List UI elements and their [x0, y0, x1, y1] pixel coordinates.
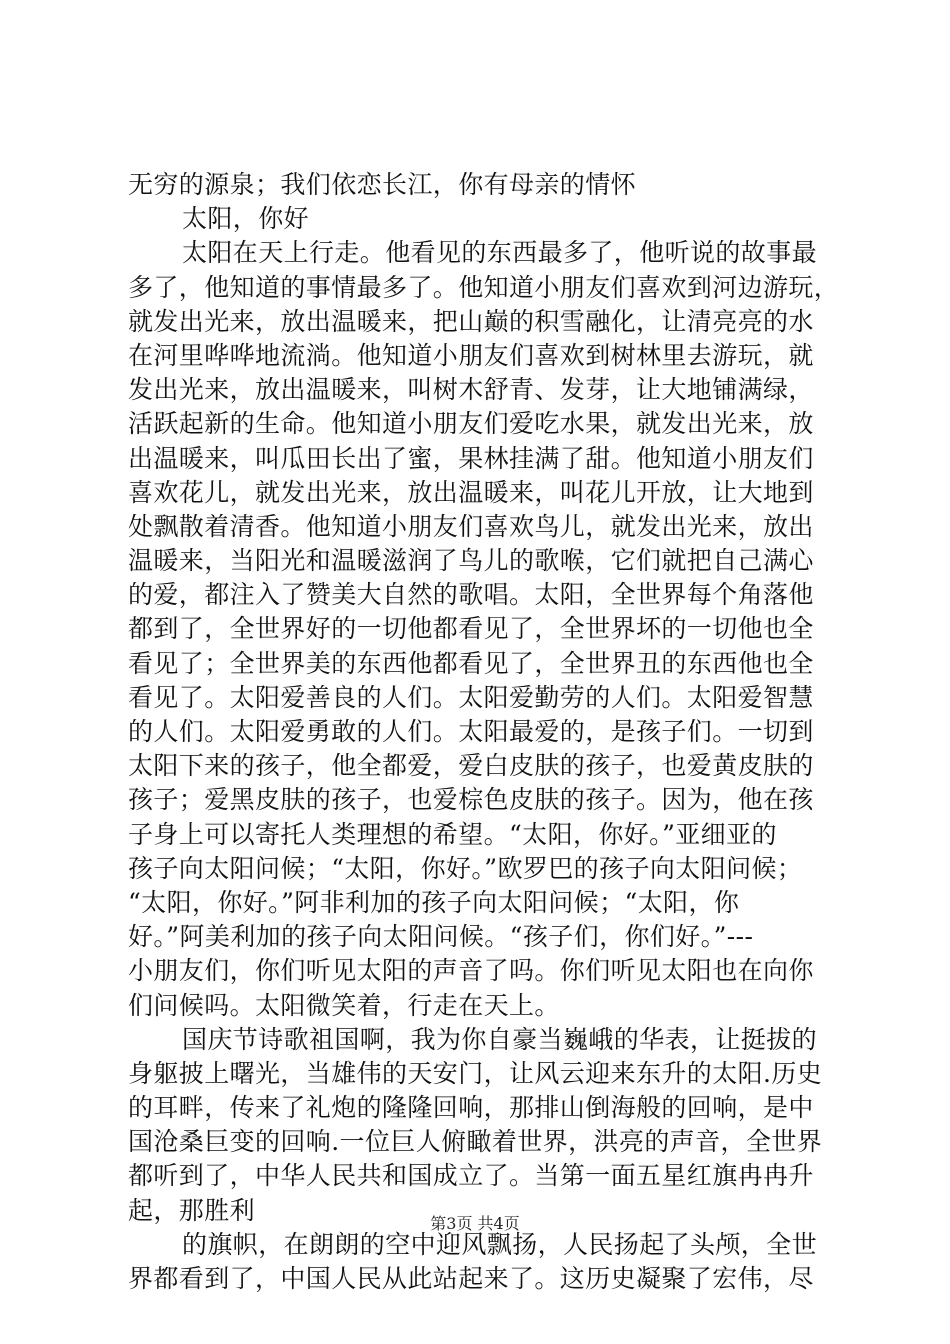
paragraph-start: 太阳在天上行走。他看见的东西最多了，他听说的故事最: [182, 238, 818, 268]
text-line: 温暖来，当阳光和温暖滋润了鸟儿的歌喉，它们就把自己满心: [128, 546, 814, 576]
text-line: 小朋友们，你们听见太阳的声音了吗。你们听见太阳也在向你: [128, 956, 814, 986]
text-line: 孩子；爱黑皮肤的孩子，也爱棕色皮肤的孩子。因为，他在孩: [128, 785, 814, 815]
text-line: 都到了，全世界好的一切他都看见了，全世界坏的一切他也全: [128, 614, 814, 644]
section-title: 太阳，你好: [182, 204, 310, 234]
text-line: 们问候吗。太阳微笑着，行走在天上。: [128, 990, 560, 1020]
text-line: 喜欢花儿，就发出光来，放出温暖来，叫花儿开放，让大地到: [128, 477, 814, 507]
text-line: 处飘散着清香。他知道小朋友们喜欢鸟儿，就发出光来，放出: [128, 511, 814, 541]
text-line: 就发出光来，放出温暖来，把山巅的积雪融化，让清亮亮的水: [128, 306, 814, 336]
text-line: 看见了。太阳爱善良的人们。太阳爱勤劳的人们。太阳爱智慧: [128, 682, 814, 712]
paragraph-start: 的旗帜，在朗朗的空中迎风飘扬，人民扬起了头颅，全世: [182, 1229, 818, 1259]
text-line: 界都看到了，中国人民从此站起来了。这历史凝聚了宏伟，尽: [128, 1264, 814, 1293]
text-line: 身躯披上曙光，当雄伟的天安门，让风云迎来东升的太阳.历史: [128, 1058, 823, 1088]
text-line: 子身上可以寄托人类理想的希望。“太阳，你好。”亚细亚的: [128, 819, 777, 849]
text-line: 太阳下来的孩子，他全都爱，爱白皮肤的孩子，也爱黄皮肤的: [128, 751, 814, 781]
text-line: “太阳，你好。”阿非利加的孩子向太阳问候；“太阳，你: [128, 887, 740, 917]
text-line: 孩子向太阳问候；“太阳，你好。”欧罗巴的孩子向太阳问候；: [128, 853, 803, 883]
text-line: 在河里哗哗地流淌。他知道小朋友们喜欢到树林里去游玩，就: [128, 340, 814, 370]
text-line: 无穷的源泉；我们依恋长江，你有母亲的情怀: [128, 170, 637, 199]
text-line: 出温暖来，叫瓜田长出了蜜，果林挂满了甜。他知道小朋友们: [128, 443, 814, 473]
page-number-footer: 第3页 共4页: [430, 1214, 520, 1233]
paragraph-start: 国庆节诗歌祖国啊，我为你自豪当巍峨的华表，让挺拔的: [182, 1024, 818, 1054]
document-body: [128, 168, 838, 1296]
text-line: 看见了；全世界美的东西他都看见了，全世界丑的东西他也全: [128, 648, 814, 678]
text-line: 国沧桑巨变的回响.一位巨人俯瞰着世界，洪亮的声音，全世界: [128, 1127, 823, 1157]
text-line: 的耳畔，传来了礼炮的隆隆回响，那排山倒海般的回响，是中: [128, 1093, 814, 1123]
text-line: 都听到了，中华人民共和国成立了。当第一面五星红旗冉冉升: [128, 1161, 814, 1191]
text-line: 起，那胜利: [128, 1195, 256, 1225]
text-line: 发出光来，放出温暖来，叫树木舒青、发芽，让大地铺满绿，: [128, 375, 814, 405]
text-line: 好。”阿美利加的孩子向太阳问候。“孩子们，你们好。”---: [128, 922, 754, 952]
text-line: 的爱，都注入了赞美大自然的歌唱。太阳，全世界每个角落他: [128, 580, 814, 610]
text-line: 的人们。太阳爱勇敢的人们。太阳最爱的，是孩子们。一切到: [128, 717, 814, 746]
text-line: 多了，他知道的事情最多了。他知道小朋友们喜欢到河边游玩，: [128, 272, 840, 302]
text-line: 活跃起新的生命。他知道小朋友们爱吃水果，就发出光来，放: [128, 409, 814, 439]
